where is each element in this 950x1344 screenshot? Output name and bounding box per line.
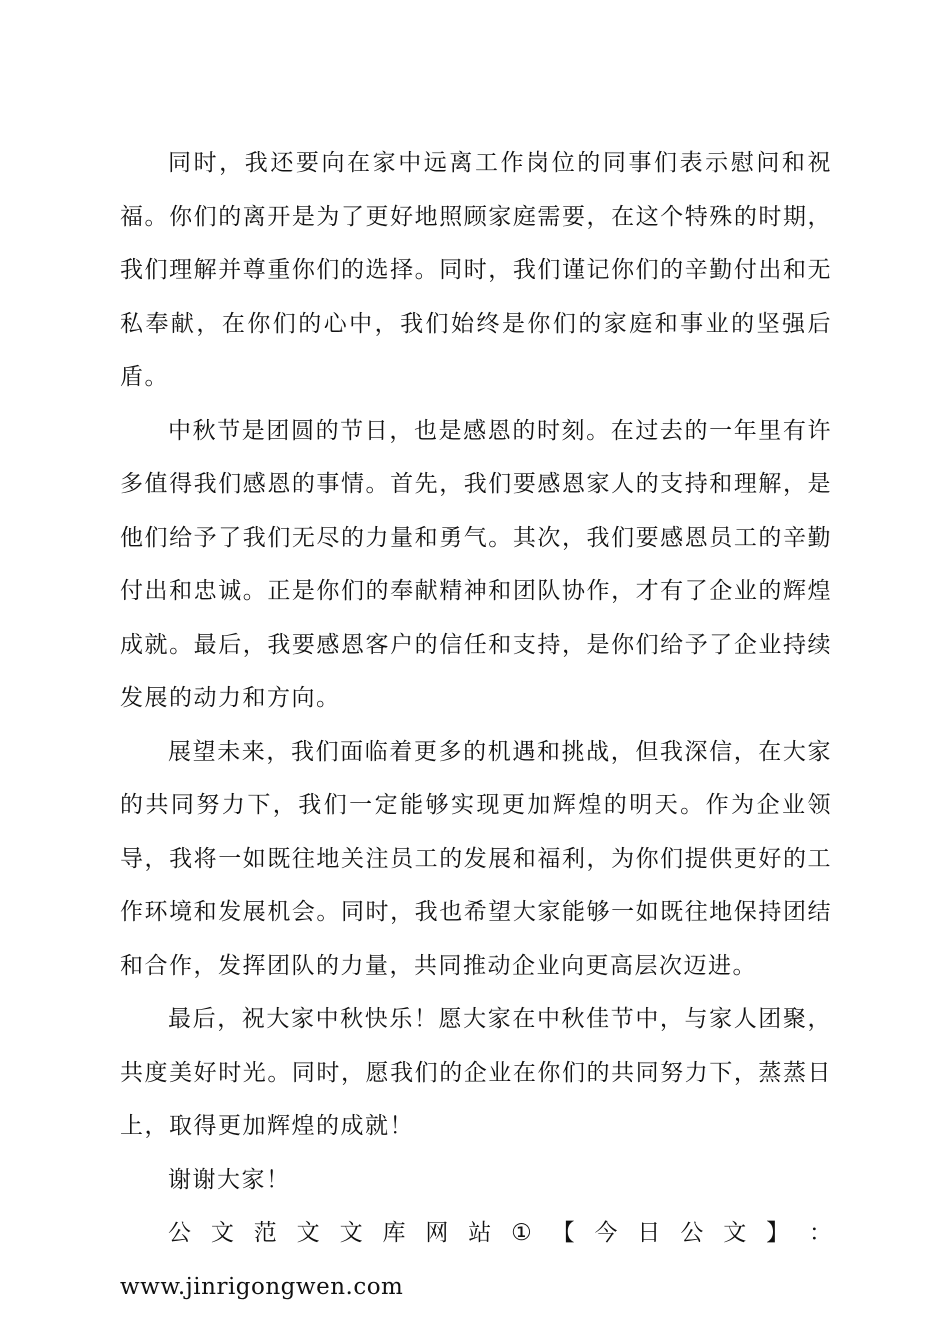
- footer-char: 文: [339, 1220, 363, 1246]
- footer-char: 文: [296, 1220, 320, 1246]
- footer-char: 】: [766, 1220, 790, 1246]
- footer-char: 【: [551, 1220, 575, 1246]
- footer-char: 库: [382, 1220, 406, 1246]
- footer-char: 公: [680, 1220, 704, 1246]
- footer-char: 文: [723, 1220, 747, 1246]
- footer-char: ①: [511, 1220, 532, 1246]
- footer-char: 文: [210, 1220, 234, 1246]
- footer-char: 范: [253, 1220, 277, 1246]
- footer-char: 日: [637, 1220, 661, 1246]
- footer-char: ：: [808, 1220, 832, 1246]
- footer-url: www.jinrigongwen.com: [120, 1273, 404, 1300]
- closing-thanks: 谢谢大家！: [168, 1166, 291, 1193]
- paragraph-wishes: 最后，祝大家中秋快乐！愿大家在中秋佳节中，与家人团聚，共度美好时光。同时，愿我们的企业在你们的共同努力下，蒸蒸日上，取得更加辉煌的成就！: [120, 1006, 832, 1139]
- paragraph-outlook: 展望未来，我们面临着更多的机遇和挑战，但我深信，在大家的共同努力下，我们一定能够实现更加辉煌的明天。作为企业领导，我将一如既往地关注员工的发展和福利，为你们提供更好的工作环境和发展机会。同时，我也希望大家能够一如既往地保持团结和合作，发挥团队的力量，共同推动企业向更高层次迈进。: [120, 738, 832, 979]
- footer-char: 今: [594, 1220, 618, 1246]
- footer-site-label: [120, 1207, 832, 1261]
- paragraph-gratitude: 中秋节是团圆的节日，也是感恩的时刻。在过去的一年里有许多值得我们感恩的事情。首先，我们要感恩家人的支持和理解，是他们给予了我们无尽的力量和勇气。其次，我们要感恩员工的辛勤付出和忠诚。正是你们的奉献精神和团队协作，才有了企业的辉煌成就。最后，我要感恩客户的信任和支持，是你们给予了企业持续发展的动力和方向。: [120, 417, 832, 711]
- footer-char: 网: [425, 1220, 449, 1246]
- footer-char: 站: [468, 1220, 492, 1246]
- document-body: [120, 137, 832, 1314]
- footer-char: 公: [168, 1220, 191, 1246]
- paragraph-condolences: 同时，我还要向在家中远离工作岗位的同事们表示慰问和祝福。你们的离开是为了更好地照顾家庭需要，在这个特殊的时期，我们理解并尊重你们的选择。同时，我们谨记你们的辛勤付出和无私奉献，在你们的心中，我们始终是你们的家庭和事业的坚强后盾。: [120, 150, 832, 390]
